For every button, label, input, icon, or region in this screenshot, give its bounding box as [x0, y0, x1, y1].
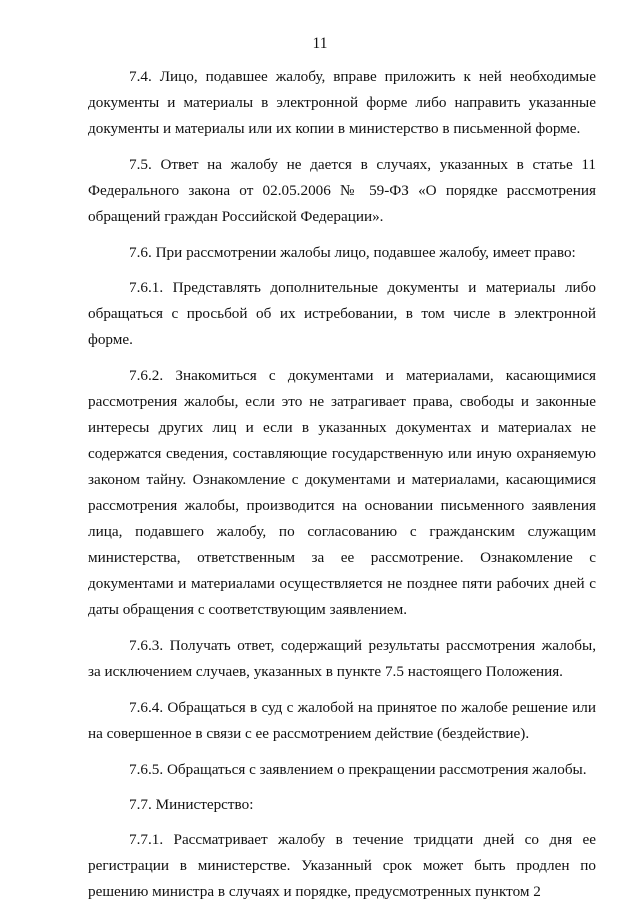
- paragraph-7-7: 7.7. Министерство:: [129, 796, 254, 813]
- paragraph-7-7-1: 7.7.1. Рассматривает жалобу в течение тридцати дней со дня ее регистрации в министерстве. Указанный срок может быть продлен по решению министра в случаях и порядке, предусмотренных пунктом 2: [88, 831, 596, 900]
- paragraph-7-6-5: 7.6.5. Обращаться с заявлением о прекращении рассмотрения жалобы.: [129, 761, 587, 778]
- paragraph-7-6-2: 7.6.2. Знакомиться с документами и материалами, касающимися рассмотрения жалобы, если это не затрагивает права, свободы и законные интересы других лиц и если в указанных документах и материалах не содержатся сведения, составляющие государственную или иную охраняемую законом тайну. Ознакомление с документами и материалами, касающимися рассмотрения жалобы, производится на основании письменного заявления лица, подавшего жалобу, по согласованию с гражданским служащим министерства, ответственным за ее рассмотрение. Ознакомление с документами и материалами осуществляется не позднее пяти рабочих дней с даты обращения с соответствующим заявлением.: [88, 367, 596, 618]
- paragraph-7-6-3: 7.6.3. Получать ответ, содержащий результаты рассмотрения жалобы, за исключением случаев, указанных в пункте 7.5 настоящего Положения.: [88, 637, 596, 680]
- paragraph-7-6-1: 7.6.1. Представлять дополнительные документы и материалы либо обращаться с просьбой об их истребовании, в том числе в электронной форме.: [88, 279, 596, 348]
- document-body: [88, 64, 596, 915]
- paragraph-7-6-4: 7.6.4. Обращаться в суд с жалобой на принятое по жалобе решение или на совершенное в связи с ее рассмотрением действие (бездействие).: [88, 699, 596, 742]
- paragraph-7-6: 7.6. При рассмотрении жалобы лицо, подавшее жалобу, имеет право:: [129, 244, 576, 261]
- page-number: 11: [312, 35, 328, 52]
- paragraph-7-5: 7.5. Ответ на жалобу не дается в случаях, указанных в статье 11 Федерального закона от 02.05.2006 № 59-ФЗ «О порядке рассмотрения обращений граждан Российской Федерации».: [88, 156, 596, 225]
- paragraph-7-4: 7.4. Лицо, подавшее жалобу, вправе приложить к ней необходимые документы и материалы в электронной форме либо направить указанные документы и материалы или их копии в министерство в письменной форме.: [88, 68, 596, 137]
